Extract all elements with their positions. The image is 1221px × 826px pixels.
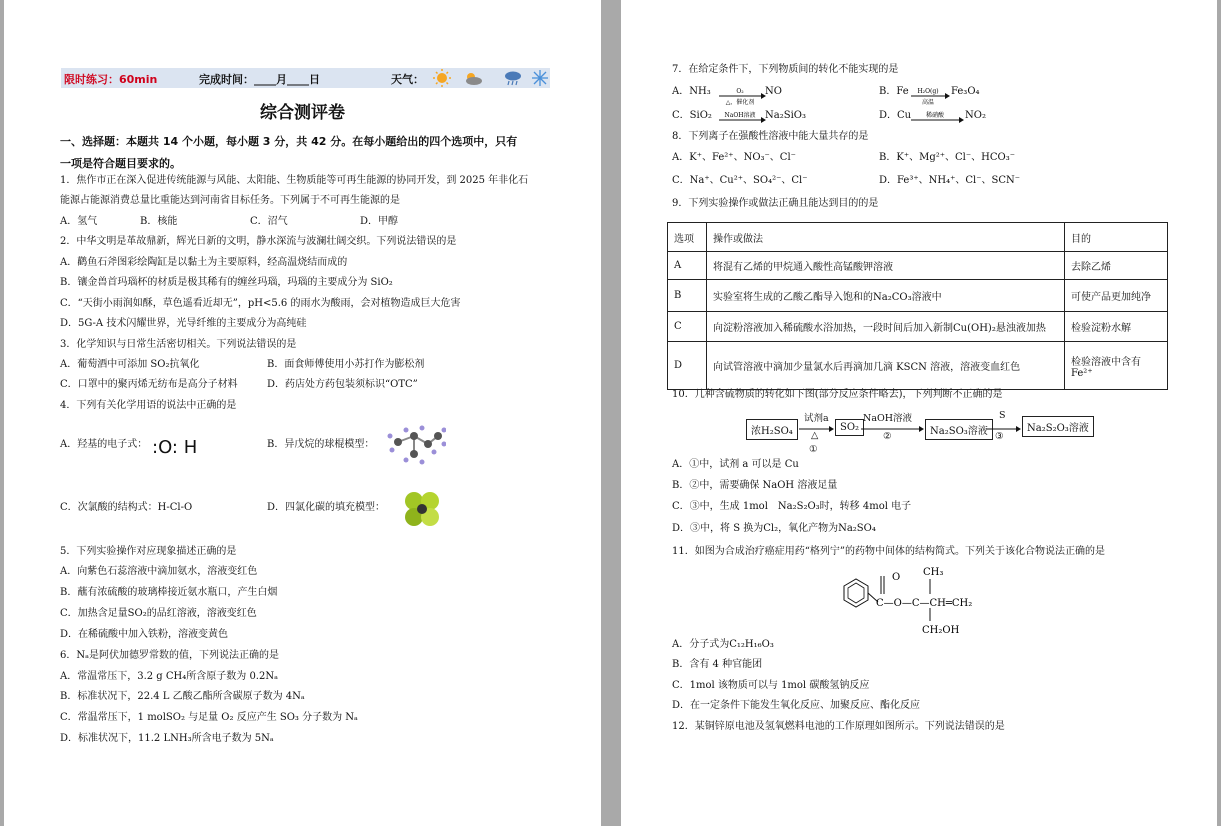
left-text-line: 4．下列有关化学用语的说法中正确的是: [60, 400, 237, 411]
rain-icon: [505, 72, 521, 86]
q7-arrow-d: [909, 109, 965, 131]
q11-structural-formula: [826, 566, 1026, 638]
left-text-line: 能源占能源消费总量比重能达到河南省目标任务。下列属于不可再生能源的是: [60, 195, 400, 206]
flow-label-step1: ①: [809, 444, 818, 455]
left-text-line: B．镶金兽首玛瑙杯的材质是极其稀有的缠丝玛瑙，玛瑙的主要成分为 SiO₂: [60, 277, 393, 288]
left-text-line: A．鹳鱼石斧图彩绘陶缸是以黏土为主要原料，经高温烧结而成的: [60, 257, 348, 268]
left-text-line: B．异戊烷的球棍模型：: [267, 439, 375, 450]
table-cell: 将混有乙烯的甲烷通入酸性高锰酸钾溶液: [707, 252, 1065, 280]
left-text-line: C．口罩中的聚丙烯无纺布是高分子材料: [60, 379, 238, 390]
section-instructions-line2: 一项是符合题目要求的。: [60, 157, 181, 170]
left-text-line: C．加热含足量SO₂的品红溶液，溶液变红色: [60, 608, 257, 619]
table-header-cell: 选项: [668, 223, 707, 252]
flow-label-heat: △: [811, 430, 819, 441]
left-text-line: B．蘸有浓硫酸的玻璃棒接近氨水瓶口，产生白烟: [60, 587, 278, 598]
left-text-line: 5．下列实验操作对应现象描述正确的是: [60, 546, 237, 557]
right-text-line: B．Fe: [879, 86, 909, 97]
right-text-line: NO: [765, 86, 782, 97]
table-cell: 去除乙烯: [1065, 252, 1168, 280]
q7-arrow-b: [909, 85, 951, 107]
right-text-line: 11．如图为合成治疗癌症用药“格列宁”的药物中间体的结构简式。下列关于该化合物说法正确的是: [672, 546, 1105, 557]
right-text-line: C．Na⁺、Cu²⁺、SO₄²⁻、Cl⁻: [672, 175, 808, 186]
table-row: [668, 342, 1168, 390]
right-text-line: NO₂: [965, 110, 986, 121]
svg-text:NaOH溶液: NaOH溶液: [724, 112, 756, 119]
table-cell: A: [668, 252, 707, 280]
weather-label: 天气：: [391, 73, 424, 86]
flow-label-s: S: [999, 410, 1006, 421]
left-text-line: 3．化学知识与日常生活密切相关。下列说法错误的是: [60, 339, 297, 350]
right-text-line: A．分子式为C₁₂H₁₆O₃: [672, 639, 774, 650]
table-cell: 可使产品更加纯净: [1065, 280, 1168, 312]
snow-icon: [532, 70, 548, 86]
flow-label-reagent-a: 试剂a: [804, 413, 829, 424]
table-header-cell: 目的: [1065, 223, 1168, 252]
flow-box-na2so3: Na₂SO₃溶液: [925, 419, 993, 440]
right-text-line: B．K⁺、Mg²⁺、Cl⁻、HCO₃⁻: [879, 152, 1016, 163]
right-text-line: C．③中，生成 1mol Na₂S₂O₃时，转移 4mol 电子: [672, 501, 912, 512]
left-text-line: 6．Nₐ是阿伏加德罗常数的值，下列说法正确的是: [60, 650, 279, 661]
svg-text:稀硝酸: 稀硝酸: [925, 112, 945, 119]
ccl4-space-filling-model-image: [402, 489, 442, 529]
left-text-line: C．“天街小雨润如酥，草色遥看近却无”，pH<5.6 的雨水为酸雨，会对植物造成巨大危害: [60, 298, 461, 309]
q7-arrow-c: [717, 109, 767, 131]
left-text-line: B．面食师傅使用小苏打作为膨松剂: [267, 359, 425, 370]
q7-arrow-a: [717, 85, 767, 107]
table-cell: 检验淀粉水解: [1065, 312, 1168, 342]
flow-box-so2: SO₂: [835, 419, 864, 436]
left-text-line: D．标准状况下，11.2 LNH₃所含电子数为 5Nₐ: [60, 733, 274, 744]
right-text-line: A．NH₃: [672, 86, 711, 97]
table-cell: B: [668, 280, 707, 312]
table-row: [668, 252, 1168, 280]
isopentane-ball-stick-model-image: [384, 424, 446, 468]
flow-box-conc-h2so4: 浓H₂SO₄: [746, 419, 798, 440]
practice-time-label: 限时练习：60min: [64, 73, 158, 86]
left-text-line: A．葡萄酒中可添加 SO₂抗氧化: [60, 359, 200, 370]
right-text-line: D．③中，将 S 换为Cl₂，氧化产物为Na₂SO₄: [672, 523, 876, 534]
cloudy-icon: [466, 73, 482, 85]
document-page-right: [621, 0, 1217, 826]
svg-text:CH₂OH: CH₂OH: [922, 625, 960, 636]
hydroxyl-electron-formula: :O: H: [152, 437, 198, 458]
left-text-line: D．甲醇: [360, 216, 399, 227]
table-cell: 实验室将生成的乙酸乙酯导入饱和的Na₂CO₃溶液中: [707, 280, 1065, 312]
left-text-line: D．在稀硫酸中加入铁粉，溶液变黄色: [60, 629, 229, 640]
right-text-line: 7．在给定条件下，下列物质间的转化不能实现的是: [672, 64, 899, 75]
table-cell: 向淀粉溶液加入稀硫酸水浴加热，一段时间后加入新制Cu(OH)₂悬浊液加热: [707, 312, 1065, 342]
table-header-cell: 操作或做法: [707, 223, 1065, 252]
left-text-line: B．核能: [140, 216, 178, 227]
weather-icons: [431, 68, 551, 88]
document-page-left: [4, 0, 601, 826]
table-cell: 向试管溶液中滴加少量氯水后再滴加几滴 KSCN 溶液，溶液变血红色: [707, 342, 1065, 390]
flow-box-na2s2o3: Na₂S₂O₃溶液: [1022, 416, 1094, 437]
right-text-line: 9．下列实验操作或做法正确且能达到目的的是: [672, 198, 879, 209]
left-text-line: A．向紫色石蕊溶液中滴加氨水，溶液变红色: [60, 566, 258, 577]
flow-label-step2: ②: [883, 431, 892, 442]
left-text-line: D．四氯化碳的填充模型：: [267, 502, 386, 513]
table-row: [668, 312, 1168, 342]
sun-icon: [433, 69, 451, 87]
right-text-line: A．①中，试剂 a 可以是 Cu: [672, 459, 799, 470]
right-text-line: B．②中，需要确保 NaOH 溶液足量: [672, 480, 838, 491]
right-text-line: 10．几种含硫物质的转化如下图(部分反应条件略去)，下列判断不正确的是: [672, 389, 1003, 400]
exam-header-bar: [61, 68, 550, 88]
right-text-line: A．K⁺、Fe²⁺、NO₃⁻、Cl⁻: [672, 152, 796, 163]
left-text-line: B．标准状况下，22.4 L 乙酸乙酯所含碳原子数为 4Nₐ: [60, 691, 305, 702]
table-cell: D: [668, 342, 707, 390]
table-row: [668, 280, 1168, 312]
left-text-line: A．氢气: [60, 216, 98, 227]
left-text-line: 2．中华文明是革故鼎新，辉光日新的文明，静水深流与波澜壮阔交织。下列说法错误的是: [60, 236, 457, 247]
svg-text:O: O: [892, 572, 901, 583]
right-text-line: D．在一定条件下能发生氧化反应、加聚反应、酯化反应: [672, 700, 921, 711]
q9-experiment-table: [667, 222, 1168, 390]
exam-title: 综合测评卷: [260, 103, 345, 123]
left-text-line: A．羟基的电子式：: [60, 439, 148, 450]
svg-text:高温: 高温: [921, 99, 935, 106]
right-text-line: 12．某铜锌原电池及氢氧燃料电池的工作原理如图所示。下列说法错误的是: [672, 721, 1005, 732]
right-text-line: Fe₃O₄: [951, 86, 980, 97]
left-text-line: A．常温常压下，3.2 g CH₄所含原子数为 0.2Nₐ: [60, 671, 278, 682]
right-text-line: C．1mol 该物质可以与 1mol 碳酸氢钠反应: [672, 680, 870, 691]
table-cell: 检验溶液中含有Fe²⁺: [1065, 342, 1168, 390]
section-instructions-line1: 一、选择题：本题共 14 个小题，每小题 3 分，共 42 分。在每小题给出的四个选项中，只有: [60, 135, 518, 148]
right-text-line: C．SiO₂: [672, 110, 712, 121]
left-text-line: C．常温常压下，1 molSO₂ 与足量 O₂ 反应产生 SO₃ 分子数为 Nₐ: [60, 712, 358, 723]
finish-time-label: 完成时间：____月____日: [199, 73, 320, 86]
flow-label-step3: ③: [995, 431, 1004, 442]
right-text-line: D．Cu: [879, 110, 912, 121]
right-text-line: D．Fe³⁺、NH₄⁺、Cl⁻、SCN⁻: [879, 175, 1021, 186]
left-text-line: 1．焦作市正在深入促进传统能源与风能、太阳能、生物质能等可再生能源的协同开发，到 2025 年非化石: [60, 175, 529, 186]
flow-label-naoh: NaOH溶液: [863, 413, 913, 424]
right-text-line: 8．下列离子在强酸性溶液中能大量共存的是: [672, 131, 869, 142]
left-text-line: C．沼气: [250, 216, 288, 227]
svg-text:C—O—C—CH═CH₂: C—O—C—CH═CH₂: [876, 598, 973, 609]
left-text-line: D．药店处方药包装须标识“OTC”: [267, 379, 418, 390]
right-text-line: B．含有 4 种官能团: [672, 659, 763, 670]
svg-text:H₂O(g): H₂O(g): [917, 88, 939, 95]
svg-text:CH₃: CH₃: [923, 567, 944, 578]
left-text-line: C．次氯酸的结构式：H-Cl-O: [60, 502, 193, 513]
right-text-line: Na₂SiO₃: [765, 110, 806, 121]
left-text-line: D．5G-A 技术闪耀世界，光导纤维的主要成分为高纯硅: [60, 318, 307, 329]
table-cell: C: [668, 312, 707, 342]
table-header-row: [668, 223, 1168, 252]
svg-text:O₂: O₂: [736, 88, 744, 95]
svg-text:△、催化剂: △、催化剂: [725, 99, 755, 106]
